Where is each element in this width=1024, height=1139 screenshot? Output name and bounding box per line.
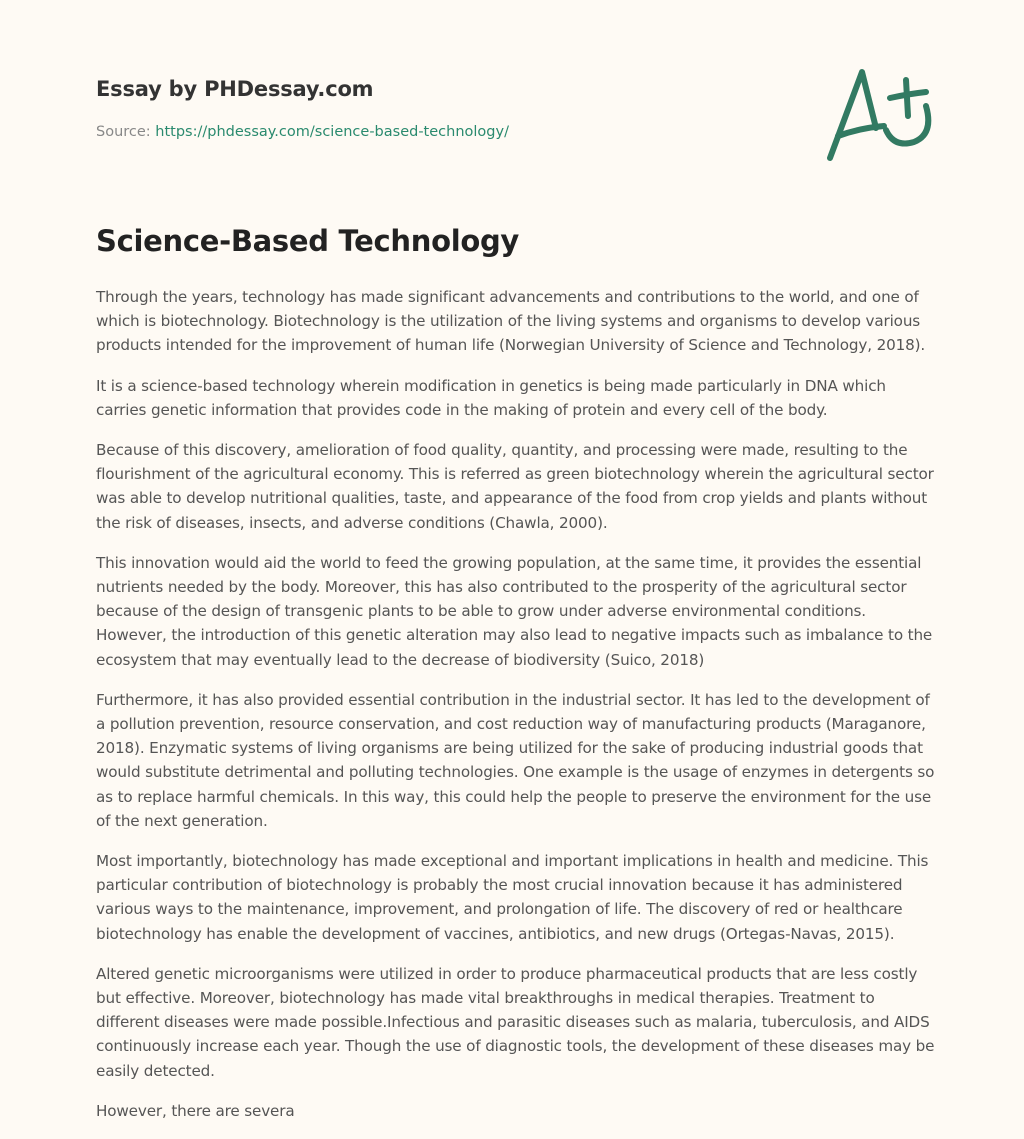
paragraph: Altered genetic microorganisms were utilized in order to produce pharmaceutical products that are less costly but effective. Moreover, biotechnology has made vital breakthroughs in medical therapies. Treatment to different diseases were made possible.Infectious and parasitic diseases such as malaria, tuberculosis, and AIDS continuously increase each year. Though the use of diagnostic tools, the development of these diseases may be easily detected.: [96, 964, 935, 1080]
a-plus-logo-icon: [820, 60, 940, 170]
source-line: [96, 124, 509, 140]
site-brand: Essay by PHDessay.com: [96, 77, 374, 101]
source-label: Source:: [96, 124, 151, 140]
article-title: Science-Based Technology: [96, 224, 520, 258]
paragraph: Because of this discovery, amelioration of food quality, quantity, and processing were made, resulting to the flourishment of the agricultural economy. This is referred as green biotechnology wherein the agricultural sector was able to develop nutritional qualities, taste, and appearance of the food from crop yields and plants without the risk of diseases, insects, and adverse conditions (Chawla, 2000).: [96, 441, 934, 532]
paragraph: This innovation would aid the world to feed the growing population, at the same time, it provides the essential nutrients needed by the body. Moreover, this has also contributed to the prosperity of the agricultural sector because of the design of transgenic plants to be able to grow under adverse environmental conditions. However, the introduction of this genetic alteration may also lead to negative impacts such as imbalance to the ecosystem that may eventually lead to the decrease of biodiversity (Suico, 2018): [96, 553, 933, 669]
paragraph: Through the years, technology has made significant advancements and contributions to the world, and one of which is biotechnology. Biotechnology is the utilization of the living systems and organisms to develop various products intended for the improvement of human life (Norwegian University of Science and Technology, 2018).: [96, 288, 926, 355]
paragraph: However, there are severa: [96, 1101, 295, 1120]
paragraph: Furthermore, it has also provided essential contribution in the industrial sector. It has led to the development of a pollution prevention, resource conservation, and cost reduction way of manufacturing products (Maraganore, 2018). Enzymatic systems of living organisms are being utilized for the sake of producing industrial goods that would substitute detrimental and polluting technologies. One example is the usage of enzymes in detergents so as to replace harmful chemicals. In this way, this could help the people to preserve the environment for the use of the next generation.: [96, 690, 935, 830]
paragraph: Most importantly, biotechnology has made exceptional and important implications in health and medicine. This particular contribution of biotechnology is probably the most crucial innovation because it has administered various ways to the maintenance, improvement, and prolongation of life. The discovery of red or healthcare biotechnology has enable the development of vaccines, antibiotics, and new drugs (Ortegas-Navas, 2015).: [96, 852, 929, 943]
source-link[interactable]: https://phdessay.com/science-based-technology/: [155, 124, 509, 140]
paragraph: It is a science-based technology wherein modification in genetics is being made particularly in DNA which carries genetic information that provides code in the making of protein and every cell of the body.: [96, 376, 886, 419]
article-body: [96, 285, 936, 1139]
